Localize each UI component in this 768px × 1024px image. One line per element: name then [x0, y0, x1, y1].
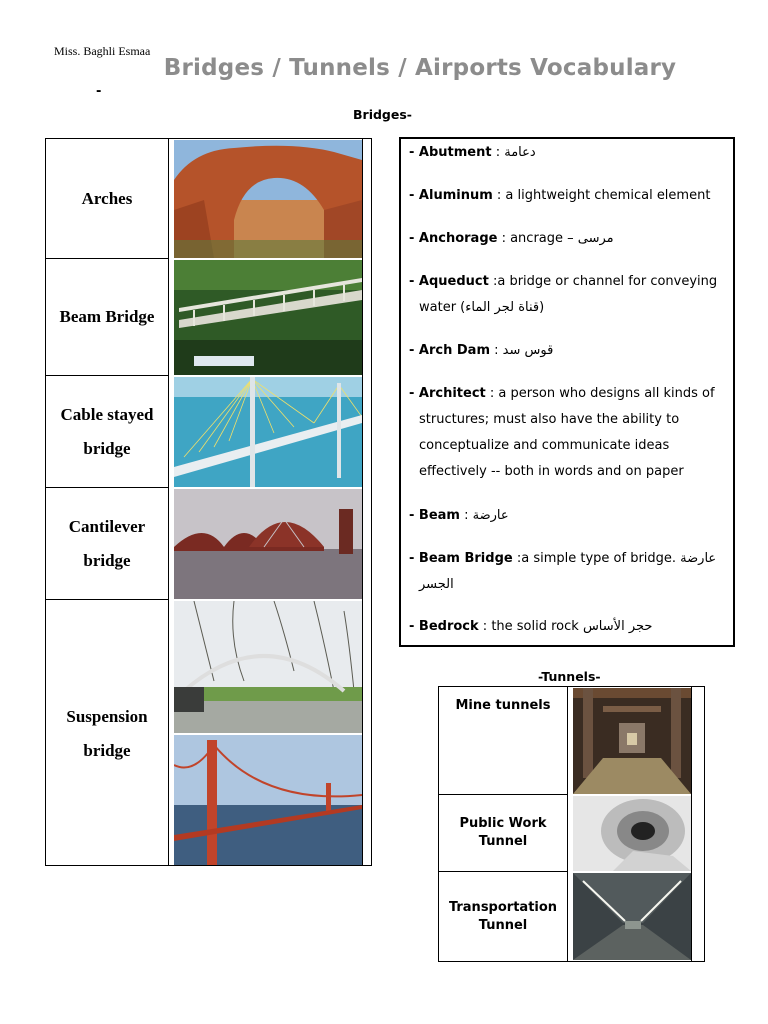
vocab-item-anchorage: - Anchorage : ancrage – مرسى: [409, 231, 614, 246]
vocabulary-box: [399, 137, 735, 647]
tunnels-table: [438, 686, 705, 962]
column-divider: [168, 139, 169, 865]
bridge-label-cantilever: Cantilever bridge: [46, 488, 168, 600]
tunnel-label-public-work: Public Work Tunnel: [439, 795, 567, 872]
bridge-label-arches: Arches: [46, 139, 168, 259]
transportation-tunnel-image: [573, 873, 691, 960]
beam-bridge-image: [174, 260, 362, 375]
bridge-label-cable-stayed: Cable stayed bridge: [46, 376, 168, 488]
page-title: Bridges / Tunnels / Airports Vocabulary: [163, 55, 677, 81]
bridge-label-beam: Beam Bridge: [46, 259, 168, 376]
vocab-item-aqueduct: - Aqueduct :a bridge or channel for conveying water (قناة لجر الماء): [409, 274, 718, 315]
vocab-item-bedrock: - Bedrock : the solid rock حجر الأساس: [409, 619, 653, 634]
stray-dash: -: [96, 84, 102, 99]
column-divider: [567, 687, 568, 961]
vocab-item-beam: - Beam : عارضة: [409, 508, 509, 523]
author-name: Miss. Baghli Esmaa: [54, 44, 151, 58]
bridges-heading: Bridges-: [353, 107, 412, 122]
column-divider: [691, 687, 692, 961]
column-divider: [362, 139, 363, 865]
vocab-item-aluminum: - Aluminum : a lightweight chemical element: [409, 188, 711, 203]
vocab-item-architect: - Architect : a person who designs all kinds of structures; must also have the ability to conceptualize and communicate ideas effectively -- both in words and on paper: [409, 386, 715, 479]
public-work-tunnel-image: [573, 796, 691, 871]
mine-tunnel-image: [573, 688, 691, 794]
tunnels-heading: -Tunnels-: [538, 669, 601, 684]
tunnel-label-mine: Mine tunnels: [439, 687, 567, 795]
tunnel-label-transportation: Transportation Tunnel: [448, 899, 558, 933]
arches-image: [174, 140, 362, 258]
bridges-table: [45, 138, 372, 866]
bridge-label-suspension: Suspension bridge: [66, 706, 148, 760]
vocab-item-beam-bridge: - Beam Bridge :a simple type of bridge. عارضة الجسر: [409, 551, 717, 592]
vocab-item-arch-dam: - Arch Dam : قوس سد: [409, 343, 554, 358]
vocab-item-abutment: - Abutment : دعامة: [409, 145, 536, 160]
cable-stayed-bridge-image: [174, 377, 362, 487]
golden-gate-bridge-image: [174, 735, 362, 865]
suspension-bridge-park-image: [174, 601, 362, 733]
cantilever-bridge-image: [174, 489, 362, 599]
